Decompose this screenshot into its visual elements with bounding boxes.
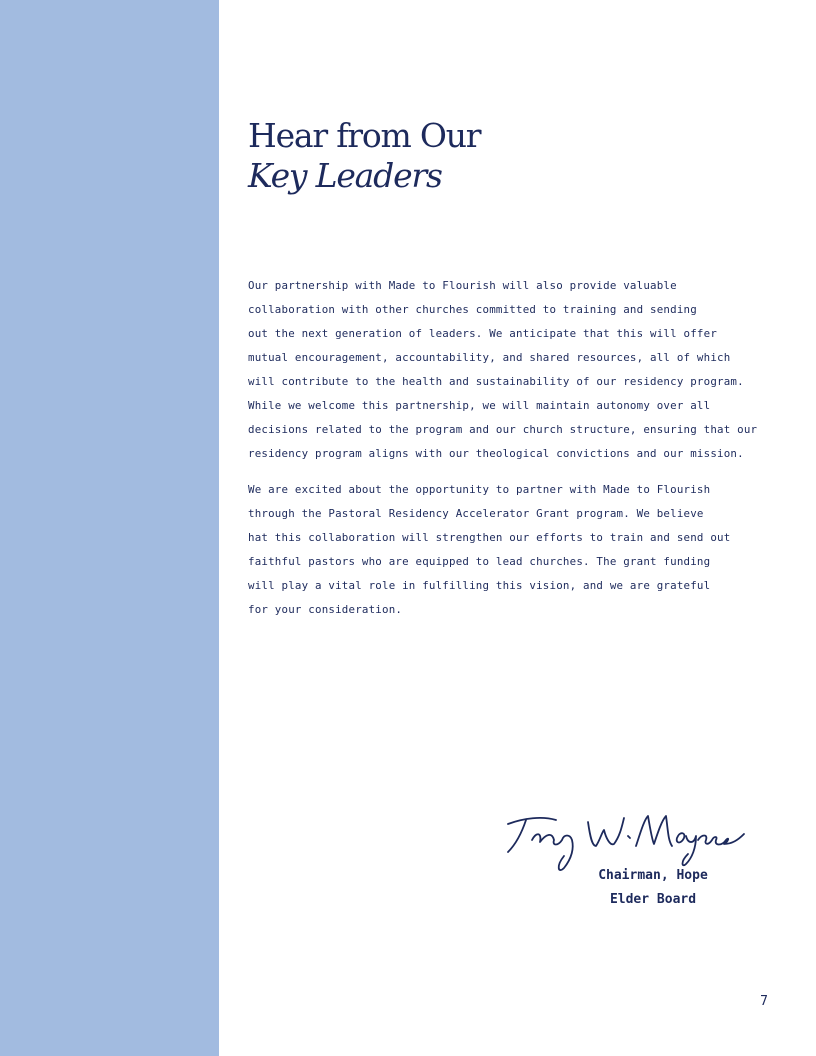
paragraph-1 <box>248 274 758 466</box>
text-line: We are excited about the opportunity to partner with Made to Flourish <box>248 483 711 496</box>
text-line: residency program aligns with our theological convictions and our mission. <box>248 447 744 460</box>
signature-caption <box>560 864 746 912</box>
letter-body <box>248 274 758 622</box>
text-line: mutual encouragement, accountability, and shared resources, all of which <box>248 351 731 364</box>
heading-line-1: Hear from Our <box>248 116 481 155</box>
signer-title-line-1: Chairman, Hope <box>598 868 708 883</box>
heading-line-2: Key Leaders <box>248 156 442 195</box>
text-line: will play a vital role in fulfilling this vision, and we are grateful <box>248 579 711 592</box>
text-line: faithful pastors who are equipped to lead churches. The grant funding <box>248 555 711 568</box>
text-line: hat this collaboration will strengthen our efforts to train and send out <box>248 531 731 544</box>
text-line: will contribute to the health and sustainability of our residency program. <box>248 375 744 388</box>
text-line: through the Pastoral Residency Accelerator Grant program. We believe <box>248 507 704 520</box>
text-line: While we welcome this partnership, we will maintain autonomy over all <box>248 399 711 412</box>
page-number: 7 <box>760 994 768 1009</box>
signer-title-line-2: Elder Board <box>609 892 697 907</box>
text-line: out the next generation of leaders. We anticipate that this will offer <box>248 327 718 340</box>
page-heading <box>248 116 480 196</box>
sidebar-band <box>0 0 219 1056</box>
text-line: decisions related to the program and our church structure, ensuring that our <box>248 423 758 436</box>
text-line: collaboration with other churches committed to training and sending <box>248 303 697 316</box>
paragraph-2 <box>248 478 748 622</box>
text-line: for your consideration. <box>248 603 403 616</box>
text-line: Our partnership with Made to Flourish will also provide valuable <box>248 279 677 292</box>
